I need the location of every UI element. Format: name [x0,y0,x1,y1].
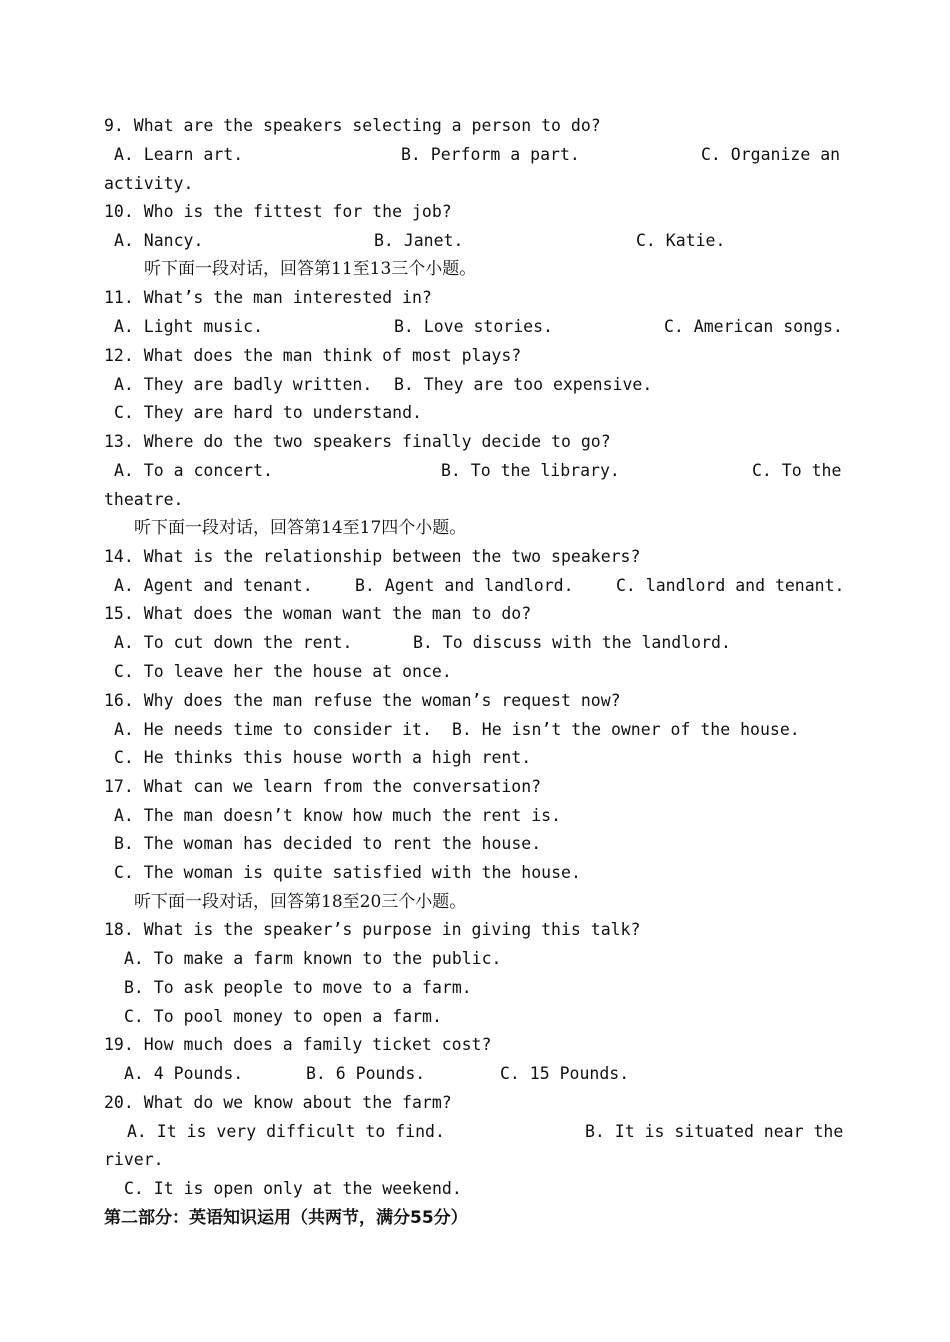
question-17-option-b: B. The woman has decided to rent the house. [114,834,542,853]
question-13-option-c-continued: theatre. [104,490,184,509]
question-14-option-b: B. Agent and landlord. [355,576,574,595]
question-12-option-a: A. They are badly written. [114,375,373,394]
question-12-option-b: B. They are too expensive. [394,375,653,394]
question-11-option-b: B. Love stories. [394,317,553,336]
question-17-option-c: C. The woman is quite satisfied with the house. [114,863,581,882]
question-9-option-c: C. Organize an [701,145,841,164]
question-20-option-c: C. It is open only at the weekend. [124,1179,462,1198]
question-16-option-c: C. He thinks this house worth a high rent. [114,748,532,767]
question-20-option-b: B. It is situated near the [585,1122,844,1141]
question-17-option-a: A. The man doesn’t know how much the rent is. [114,806,562,825]
question-16-option-b: B. He isn’t the owner of the house. [452,720,800,739]
question-18-option-c: C. To pool money to open a farm. [124,1007,442,1026]
question-19-option-a: A. 4 Pounds. [124,1064,244,1083]
question-13-stem: 13. Where do the two speakers finally decide to go? [104,432,611,451]
question-20-stem: 20. What do we know about the farm? [104,1093,452,1112]
section-instruction-14-17: 听下面一段对话，回答第14至17四个小题。 [134,518,467,538]
question-17-stem: 17. What can we learn from the conversation? [104,777,542,796]
question-10-stem: 10. Who is the fittest for the job? [104,202,452,221]
question-15-option-c: C. To leave her the house at once. [114,662,452,681]
question-12-option-c: C. They are hard to understand. [114,403,422,422]
question-16-option-a: A. He needs time to consider it. [114,720,432,739]
question-19-stem: 19. How much does a family ticket cost? [104,1035,492,1054]
question-15-option-a: A. To cut down the rent. [114,633,353,652]
question-15-option-b: B. To discuss with the landlord. [413,633,731,652]
question-14-option-c: C. landlord and tenant. [616,576,845,595]
question-10-option-b: B. Janet. [374,231,464,250]
section-instruction-18-20: 听下面一段对话，回答第18至20三个小题。 [134,892,467,912]
question-11-option-a: A. Light music. [114,317,264,336]
question-20-option-b-continued: river. [104,1150,164,1169]
question-19-option-c: C. 15 Pounds. [500,1064,630,1083]
question-13-option-a: A. To a concert. [114,461,273,480]
question-10-option-c: C. Katie. [636,231,726,250]
question-9-option-a: A. Learn art. [114,145,244,164]
question-18-option-b: B. To ask people to move to a farm. [124,978,472,997]
question-15-stem: 15. What does the woman want the man to do? [104,604,532,623]
question-18-stem: 18. What is the speaker’s purpose in giving this talk? [104,920,641,939]
question-9-option-b: B. Perform a part. [401,145,580,164]
part-two-heading: 第二部分：英语知识运用（共两节，满分55分） [104,1208,468,1228]
question-13-option-b: B. To the library. [441,461,620,480]
question-11-stem: 11. What’s the man interested in? [104,288,432,307]
question-12-stem: 12. What does the man think of most plays? [104,346,522,365]
question-20-option-a: A. It is very difficult to find. [127,1122,445,1141]
question-14-option-a: A. Agent and tenant. [114,576,313,595]
question-9-option-c-continued: activity. [104,174,194,193]
section-instruction-11-13: 听下面一段对话，回答第11至13三个小题。 [144,259,477,279]
question-13-option-c: C. To the [752,461,842,480]
question-9-stem: 9. What are the speakers selecting a person to do? [104,116,601,135]
question-14-stem: 14. What is the relationship between the two speakers? [104,547,641,566]
question-16-stem: 16. Why does the man refuse the woman’s request now? [104,691,621,710]
question-19-option-b: B. 6 Pounds. [306,1064,426,1083]
question-10-option-a: A. Nancy. [114,231,204,250]
question-11-option-c: C. American songs. [664,317,843,336]
question-18-option-a: A. To make a farm known to the public. [124,949,502,968]
